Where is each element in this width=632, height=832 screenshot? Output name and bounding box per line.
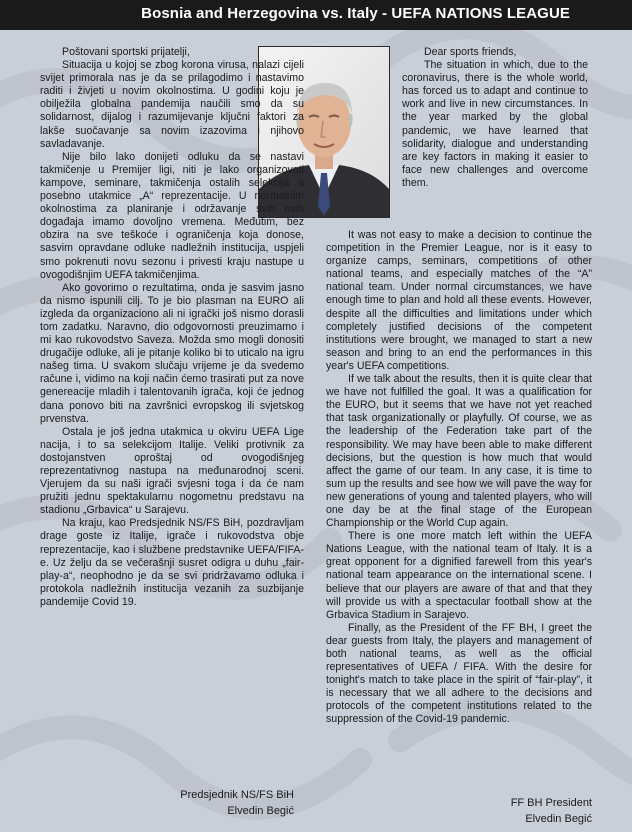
page-header <box>0 0 632 30</box>
bosnian-paragraph: Ako govorimo o rezultatima, onda je sasvim jasno da nismo ispunili cilj. To je bio plasman na EURO ali izgleda da organizaciono ali ni igrački još nismo dorasli tom zadatku. Naravno, dio odgovornosti preuzimamo i mi kao rukovodstvo Saveza. Možda smo mogli donositi drugačije odluke, ali je pitanje koliko bi to uticalo na igru našeg tima. U svakom slučaju vrijeme je da svedemo račune i, vidimo na koji način ćemo trasirati put za nove genereacije mladih i talentovanih igrača, koji će jednog dana ponovo biti na završnici evropskog ili svjetskog prvenstva. <box>40 281 304 425</box>
bosnian-paragraph: Nije bilo lako donijeti odluku da se nastavi takmičenje u Premijer ligi, niti je lako organizovati kampove, seminare, takmičenja ostalih selekcija a posebno utakmice „A“ reprezentacije. U normalnim okolnostima za planiranje i održavanje svih ovih događaja imamo dovoljno vremena. Međutim, bez obzira na sve teškoće i ograničenja koja donose, sasvim opravdane odluke nadležnih institucija, uspjeli smo pokrenuti novu sezonu i privesti kraju nastupe u ovogodišnjim UEFA takmičenjima. <box>40 150 304 281</box>
bosnian-letter <box>40 46 304 609</box>
bosnian-signature <box>180 787 294 819</box>
bosnian-paragraph: Situacija u kojoj se zbog korona virusa, nalazi cijeli svijet primorala nas je da se prilagodimo i nastavimo raditi i živjeti u novim okolnostima. U godini koju je obilježila globalna pandemija naučili smo da su solidarnost, dijalog i razumijevanje ključni faktori za lakše suočavanje sa novim izazovima i njihovo savladavanje. <box>40 59 304 150</box>
header-title: Bosnia and Herzegovina vs. Italy - UEFA NATIONS LEAGUE <box>141 5 570 22</box>
english-paragraph: If we talk about the results, then it is quite clear that we have not fulfilled the goal. It was a qualification for the EURO, but it seems that we have not yet reached that task organizationally or playfully. Of course, we as the leadership of the Federation take part of the responsibility. We may have been able to make different decisions, but the question is how much that would affect the game of our team. In any case, it is time to sum up the results and see how we will pave the way for new generations of young and talented players, who will one day be at the final stage of the European Championship or the World Cup again. <box>326 373 592 530</box>
bosnian-greeting: Poštovani sportski prijatelji, <box>62 46 190 58</box>
english-letter-intro <box>402 46 588 190</box>
english-greeting: Dear sports friends, <box>424 46 517 58</box>
bosnian-paragraph: Ostala je još jedna utakmica u okviru UEFA Lige nacija, i to sa selekcijom Italije. Veliki protivnik za dostojanstven oproštaj od ovogodišnjeg reprezentativnog nastupa na međunarodnoj sceni. Vjerujem da su naši igrači svjesni toga i da će nam pružiti jednu spektakularnu nogometnu predstavu na stadionu „Grbavica“ u Sarajevu. <box>40 425 304 517</box>
english-paragraph: Finally, as the President of the FF BH, I greet the dear guests from Italy, the players and management of both national teams, as well as the official representatives of UEFA / FIFA. With the desire for tonight's match to take place in the spirit of “fair-play”, it is necessary that we all adhere to the decisions and protocols of the competent institutions related to the suppression of the Covid-19 pandemic. <box>326 621 592 726</box>
english-letter <box>326 229 592 727</box>
signature-name: Elvedin Begić <box>227 805 294 817</box>
bosnian-paragraph: Na kraju, kao Predsjednik NS/FS BiH, pozdravljam drage goste iz Italije, igrače i rukovodstva obje reprezentacije, kao i službene predstavnike UEFA/FIFA-e. Uz želju da se večerašnji susret odigra u duhu „fair-play-a“, neophodno je da se svi pridržavamo odluka i protokola nadležnih institucija vezanih za suzbijanje pandemije Covid 19. <box>40 517 304 608</box>
signature-name: Elvedin Begić <box>525 813 592 825</box>
english-paragraph: There is one more match left within the UEFA Nations League, with the national team of Italy. It is a great opponent for a dignified farewell from this year's national team appearance on the international scene. I believe that our players are aware of that and that they will provide us with a spectacular football show at the Grbavica Stadium in Sarajevo. <box>326 530 592 621</box>
signature-role: Predsjednik NS/FS BiH <box>180 789 294 801</box>
english-paragraph: It was not easy to make a decision to continue the competition in the Premier League, nor is it easy to organize camps, seminars, competitions of other national teams, and especially matches of the “A” national team. Under normal circumstances, we have enough time to plan and hold all these events. However, despite all the difficulties and limitations under which completely justified decisions of the competent institutions were brought, we managed to start a new season and bring to an end the performances in this year's UEFA competitions. <box>326 229 592 372</box>
signature-role: FF BH President <box>510 797 592 809</box>
english-signature <box>511 795 592 827</box>
english-paragraph: The situation in which, due to the coronavirus, there is the whole world, has forced us to adapt and continue to work and live in new circumstances. In the year marked by the global pandemic, we have learned that solidarity, dialogue and understanding are key factors in making it easier to face new challenges and overcome them. <box>402 59 588 189</box>
